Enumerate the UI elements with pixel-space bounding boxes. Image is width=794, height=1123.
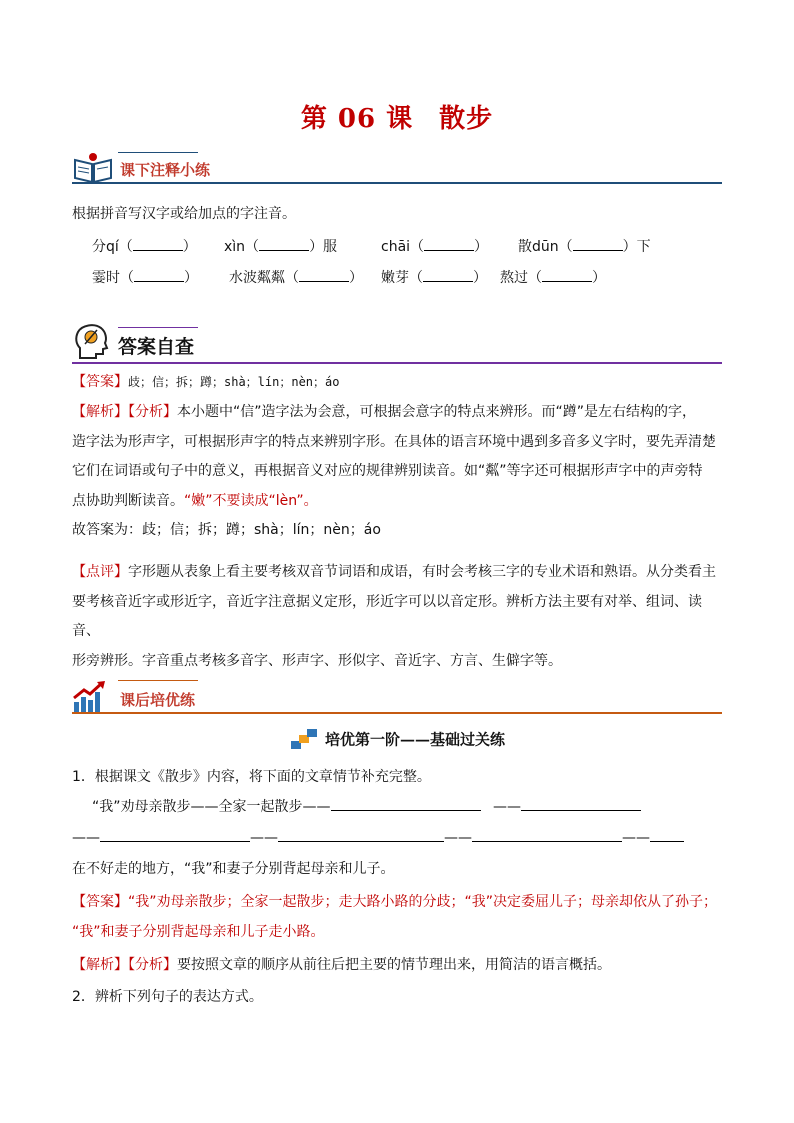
- lesson-number: 第 06 课: [300, 104, 414, 134]
- answer-blank[interactable]: [542, 267, 592, 282]
- growth-chart-icon: [72, 680, 108, 714]
- answer-blank[interactable]: [472, 827, 622, 842]
- question-intro: 根据拼音写汉字或给加点的字注音。: [72, 206, 296, 222]
- pinyin-item-4: 散dūn（ ）下: [518, 236, 794, 257]
- answer-blank[interactable]: [573, 236, 623, 251]
- answer-blank[interactable]: [134, 267, 184, 282]
- pinyin-item-5: 霎时（ ）: [92, 267, 744, 288]
- section-header-practice: [72, 680, 722, 714]
- answer-blank[interactable]: [331, 796, 481, 811]
- pinyin-item-1: 分qí（ ）: [92, 236, 744, 257]
- answer-blank[interactable]: [133, 236, 183, 251]
- section-label: 课下注释小练: [120, 161, 211, 179]
- plot-line-1: “我”劝母亲散步——全家一起散步—— ——: [92, 793, 724, 823]
- plot-line-2: —— —— —— ——: [72, 824, 724, 854]
- pinyin-item-7: 嫩芽（ ）: [381, 267, 794, 288]
- page-title: [0, 98, 794, 135]
- answer-blank[interactable]: [650, 827, 684, 842]
- answer-blank[interactable]: [278, 827, 444, 842]
- answer-2: 【答案】“我”劝母亲散步；全家一起散步；走大路小路的分歧；“我”决定委屈儿子；母亲却依从了孙子； “我”和妻子分别背起母亲和儿子走小路。: [72, 894, 718, 940]
- answer-blank[interactable]: [521, 796, 641, 811]
- section-label: 答案自查: [118, 336, 195, 358]
- subsection-header: 培优第一阶——基础过关练: [0, 727, 794, 751]
- question-1: 1．根据课文《散步》内容，将下面的文章情节补充完整。: [72, 769, 431, 785]
- open-book-icon: [72, 152, 114, 184]
- steps-icon: [289, 727, 319, 751]
- answer-blank[interactable]: [423, 267, 473, 282]
- answer-blank[interactable]: [259, 236, 309, 251]
- question-2: 2．辨析下列句子的表达方式。: [72, 989, 263, 1005]
- analysis-block: 【解析】【分析】本小题中“信”造字法为会意，可根据会意字的特点来辨形。而“蹲”是左右结构的字， 造字法为形声字，可根据形声字的特点来辨别字形。在具体的语言环境中遇到多音多义字时，要先弄清楚 它们在词语或句子中的意义，再根据音义对应的规律辨别读音。如“粼”等字还可根据形声字中的声旁特 点协助判断读音。“嫩”不要读成“lèn”。: [72, 404, 716, 509]
- section-header-notes: [72, 152, 722, 184]
- pinyin-item-3: chāi（ ）: [381, 236, 794, 257]
- lesson-name: 散步: [439, 104, 494, 134]
- answer-blank[interactable]: [424, 236, 474, 251]
- answer-blank[interactable]: [100, 827, 250, 842]
- pinyin-item-6: 水波粼粼（ ）: [229, 267, 794, 288]
- answer-blank[interactable]: [299, 267, 349, 282]
- thinking-head-icon: [72, 322, 112, 362]
- pinyin-item-8: 熬过（ ）: [500, 267, 794, 288]
- pinyin-item-2: xìn（ ）服: [224, 236, 794, 257]
- answer-line: 【答案】歧；信；拆；蹲；shà；lín；nèn；áo: [72, 374, 340, 390]
- analysis-2: 【解析】【分析】要按照文章的顺序从前往后把主要的情节理出来，用简洁的语言概括。: [72, 957, 611, 973]
- plot-line-3: 在不好走的地方，“我”和妻子分别背起母亲和儿子。: [72, 861, 395, 877]
- section-header-answers: [72, 322, 722, 364]
- comment-block: 【点评】字形题从表象上看主要考核双音节词语和成语，有时会考核三字的专业术语和熟语。从分类看主 要考核音近字或形近字，音近字注意据义定形，形近字可以以音定形。辨析方法主要有对举、组词、读音、 形旁辨形。字音重点考核多音字、形声字、形似字、音近字、方言、生僻字等。: [72, 564, 716, 669]
- section-label: 课后培优练: [120, 691, 196, 709]
- final-answer: 故答案为：歧；信；拆；蹲；shà；lín；nèn；áo: [72, 522, 381, 538]
